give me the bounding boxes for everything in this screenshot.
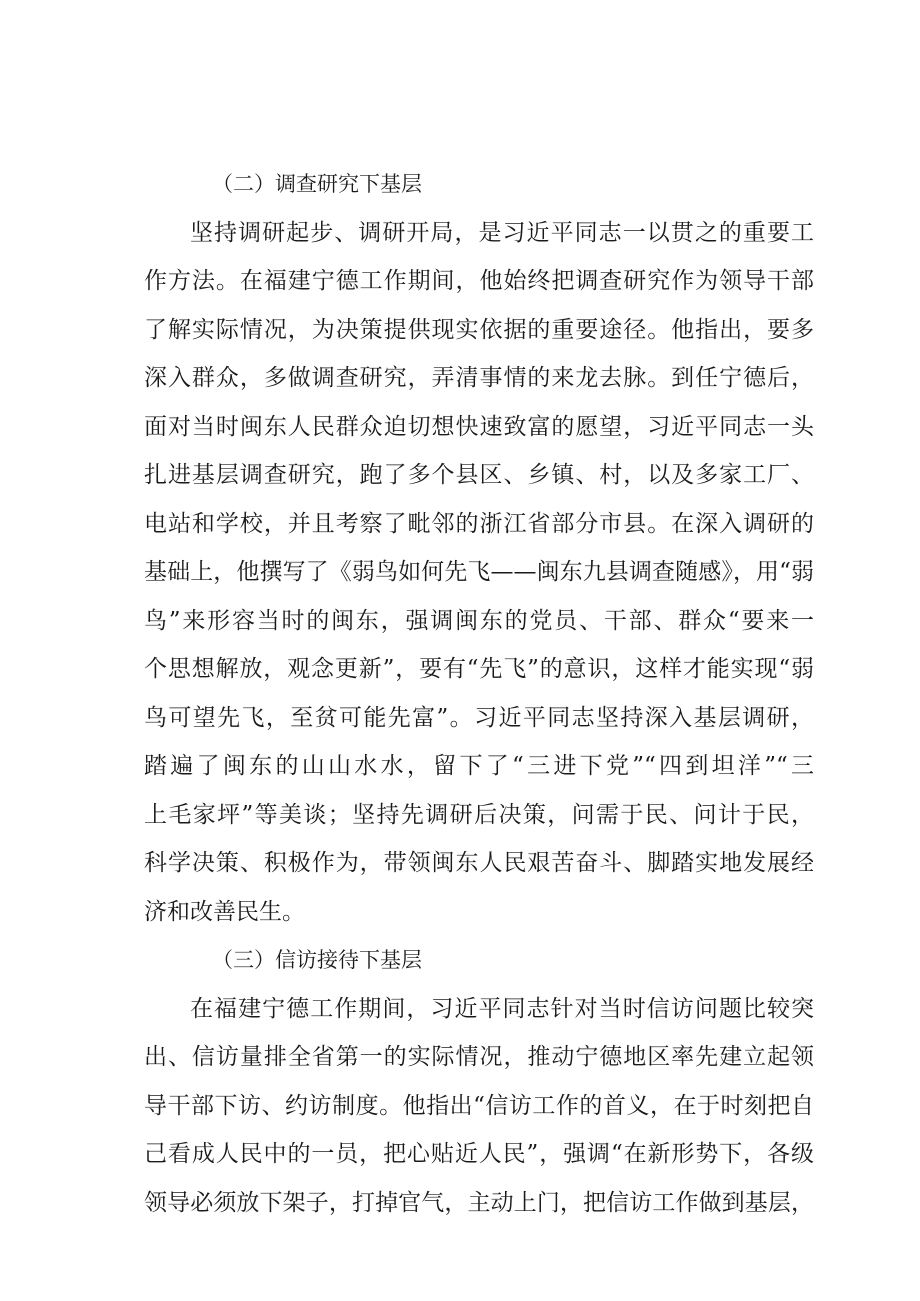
section-heading-petition: （三）信访接待下基层 (212, 948, 422, 972)
section-heading-investigation: （二）调查研究下基层 (212, 172, 422, 196)
paragraph-line: 科学决策、积极作为，带领闽东人民艰苦奋斗、脚踏实地发展经 (144, 850, 814, 876)
paragraph-line: 面对当时闽东人民群众迫切想快速致富的愿望，习近平同志一头 (144, 413, 814, 440)
document-body (144, 160, 814, 1227)
paragraph-line: 作方法。在福建宁德工作期间，他始终把调查研究作为领导干部 (144, 268, 814, 294)
paragraph-line: 电站和学校，并且考察了毗邻的浙江省部分市县。在深入调研的 (144, 510, 814, 537)
paragraph-line: 踏遍了闽东的山山水水，留下了“三进下党”“四到坦洋”“三 (144, 753, 814, 779)
paragraph-line: 基础上，他撰写了《弱鸟如何先飞——闽东九县调查随感》，用“弱 (144, 559, 814, 585)
paragraph-line: 领导必须放下架子，打掉官气，主动上门，把信访工作做到基层， (144, 1189, 814, 1216)
paragraph-line: 扎进基层调查研究，跑了多个县区、乡镇、村，以及多家工厂、 (144, 462, 814, 488)
paragraph-line: 鸟”来形容当时的闽东，强调闽东的党员、干部、群众“要来一 (144, 607, 814, 634)
paragraph-line: 济和改善民生。 (144, 898, 305, 925)
paragraph-line: 深入群众，多做调查研究，弄清事情的来龙去脉。到任宁德后， (144, 365, 814, 391)
paragraph-line: 坚持调研起步、调研开局，是习近平同志一以贯之的重要工 (190, 219, 814, 246)
paragraph-line: 己看成人民中的一员，把心贴近人民”，强调“在新形势下，各级 (144, 1141, 814, 1167)
paragraph-line: 了解实际情况，为决策提供现实依据的重要途径。他指出，要多 (144, 316, 814, 343)
paragraph-line: 出、信访量排全省第一的实际情况，推动宁德地区率先建立起领 (144, 1044, 814, 1070)
paragraph-line: 上毛家坪”等美谈；坚持先调研后决策，问需于民、问计于民， (144, 801, 814, 828)
paragraph-line: 鸟可望先飞，至贫可能先富”。习近平同志坚持深入基层调研， (144, 704, 814, 731)
paragraph-line: 导干部下访、约访制度。他指出“信访工作的首义，在于时刻把自 (144, 1092, 814, 1119)
paragraph-line: 在福建宁德工作期间，习近平同志针对当时信访问题比较突 (190, 995, 814, 1022)
paragraph-line: 个思想解放，观念更新”，要有“先飞”的意识，这样才能实现“弱 (144, 656, 814, 682)
